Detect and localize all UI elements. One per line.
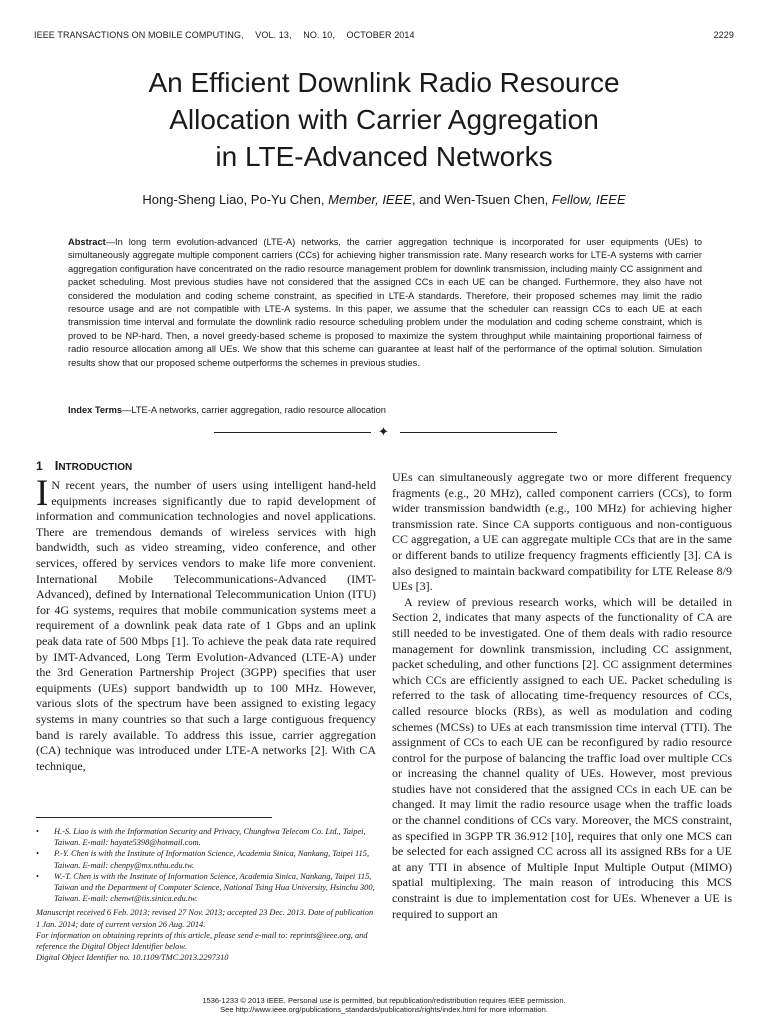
index-terms	[68, 404, 702, 417]
copyright-footer	[34, 996, 734, 1014]
footnote-text: P.-Y. Chen is with the Institute of Information Science, Academia Sinica, Nankang, Taipei 115, Taiwan. E-mail: chenpy@mx.nthu.edu.tw.	[54, 849, 370, 870]
abstract-text: —In long term evolution-advanced (LTE-A) networks, the carrier aggregation technique is incorporated for user equipments (UEs) to simultaneously aggregate multiple component carriers (CCs) for achieving higher transmission rate. Many research works for LTE-A systems with carrier aggregation configuration have concentrated on the radio resource management problem for downlink transmission, including mainly CC assignment and packet scheduling. Most previous studies have not considered that the assigned CCs in each UE can be changed. Furthermore, they also have not considered the modulation and coding scheme constraint, as specified in LTE-A standards. Therefore, their proposed schemes may limit the radio resource usage and are not compatible with LTE-A systems. In this paper, we assume that the scheduler can reassign CCs to each UE at each transmission time interval and formulate the downlink radio resource scheduling problem under the modulation and coding scheme constraint, which is proved to be NP-hard. Then, a novel greedy-based scheme is proposed to maximize the system throughput while maintaining proportional fairness of radio resource allocation among all UEs. We show that this scheme can guarantee at least half of the performance of the optimal solution. Simulation results show that our proposed scheme outperforms the schemes in previous studies.	[68, 237, 702, 368]
journal-volume: VOL. 13,	[255, 30, 292, 40]
bullet-icon: •	[36, 827, 39, 836]
journal-info	[34, 30, 424, 40]
section-separator	[214, 426, 557, 440]
page-number: 2229	[713, 30, 734, 40]
manuscript-dates: Manuscript received 6 Feb. 2013; revised 27 Nov. 2013; accepted 23 Dec. 2013. Date of publication 1 Jan. 2014; date of current version 26 Aug. 2014.	[36, 908, 374, 929]
separator-line-left	[214, 432, 371, 433]
drop-cap: I	[36, 473, 49, 514]
right-column	[392, 470, 732, 922]
abstract	[68, 236, 702, 370]
copyright-line: 1536-1233 © 2013 IEEE. Personal use is permitted, but republication/redistribution requires IEEE permission.	[202, 996, 566, 1005]
running-header	[34, 30, 734, 40]
index-terms-label: Index Terms	[68, 405, 123, 415]
paper-title	[60, 64, 708, 175]
footnote-item	[36, 871, 376, 905]
journal-date: OCTOBER 2014	[346, 30, 415, 40]
section-title-rest: NTRODUCTION	[58, 462, 133, 473]
journal-name: IEEE TRANSACTIONS ON MOBILE COMPUTING,	[34, 30, 244, 40]
author-list	[40, 192, 728, 207]
intro-text: recent years, the number of users using intelligent hand-held equipments increases significantly due to rapid development of information and communication technologies and novel applications. There are tremendous demands of wireless services with high bandwidth, such as video streaming, video conference, and other services, offered by services vendors to make life more convenient. International Mobile Telecommunications-Advanced (IMT-Advanced), defined by International Telecommunication Union (ITU) for 4G systems, requires that mobile communication systems meet a requirement of a downlink peak data rate of 1 Gbps and an uplink peak data rate of 500 Mbps [1]. To achieve the peak data rate required by IMT-Advanced, Long Term Evolution-Advanced (LTE-A) under the 3rd Generation Partnership Project (3GPP) specifies that user equipments (UEs) support bandwidth up to 100 MHz. However, various slots of the spectrum have been assigned to existing legacy systems in many countries so that such a large contiguous frequency band is rarely available. To address this issue, carrier aggregation (CA) technique was introduced under LTE-A networks [2]. With CA technique,	[36, 478, 376, 773]
title-line: An Efficient Downlink Radio Resource	[148, 67, 620, 98]
left-column	[36, 473, 376, 774]
section-heading	[36, 458, 132, 473]
doi: Digital Object Identifier no. 10.1109/TMC.2013.2297310	[36, 953, 229, 963]
body-paragraph: UEs can simultaneously aggregate two or more different frequency fragments (e.g., 20 MHz), called component carriers (CCs), to form wider transmission bandwidth (e.g., 100 MHz) for achieving higher transmission rate. Since CA supports contiguous and non-contiguous CC aggregation, a UE can aggregate multiple CCs that are in the same or different bands to utilize frequency fragments efficiently [3]. CA is also designed to maintain backward compatibility for LTE Release 8/9 UEs [3].	[392, 470, 732, 594]
footnote-item	[36, 848, 376, 870]
author-names-2: , and Wen-Tsuen Chen,	[411, 192, 549, 207]
body-paragraph: A review of previous research works, which will be detailed in Section 2, indicates that many aspects of the functionality of CA are still needed to be investigated. One of them deals with radio resource management for downlink transmission, including CC assignment, packet scheduling, and other functions [2]. CC assignment determines which CCs are efficiently assigned to each UE. Packet scheduling is referred to the task of allocating time-frequency resources of CCs, called resource blocks (RBs), as well as modulation and coding schemes (MCSs) to UEs at each transmission time interval (TTI). The assignment of CCs to each UE can be reconfigured by radio resource control for the purpose of balancing the traffic load over multiple CCs or increasing the channel quality of UEs. However, most previous studies have not considered that the assigned CCs in each UE can be changed. It may limit the radio resource usage when the traffic loads or the channel conditions of CCs vary. Moreover, the MCS constraint, as specified in 3GPP TR 36.912 [10], requires that only one MCS can be selected for each assigned CC across all its assigned RBs for a UE at any TTI in absence of Multiple Input Multiple Output (MIMO) spatial multiplexing. The main reason of introducing this MCS constraint is due to implementation cost for UEs. Whenever a UE is required to support an	[392, 594, 732, 921]
author-names-1: Hong-Sheng Liao, Po-Yu Chen,	[142, 192, 325, 207]
reprints-note: For information on obtaining reprints of this article, please send e-mail to: reprints@ieee.org, and reference the Digital Object Identifier below.	[36, 930, 368, 952]
section-title-initial: I	[54, 458, 59, 473]
intro-paragraph	[36, 473, 376, 774]
bullet-icon: •	[36, 871, 39, 881]
footnote-text: W.-T. Chen is with the Institute of Information Science, Academia Sinica, Nankang, Taipei 115, Taiwan and the Department of Computer Science, National Tsing Hua University, Hsinchu 300, Taiwan. E-mail: chenwt@iis.sinica.edu.tw.	[54, 871, 375, 904]
publication-notes	[36, 907, 376, 963]
rights-url-line: See http://www.ieee.org/publications_standards/publications/rights/index.html for more information.	[220, 1005, 548, 1014]
separator-line-right	[400, 432, 557, 433]
footnote-rule	[36, 817, 272, 818]
journal-number: NO. 10,	[303, 30, 335, 40]
abstract-label: Abstract	[68, 237, 106, 247]
title-line: in LTE-Advanced Networks	[215, 141, 553, 172]
author-role-2: Fellow, IEEE	[551, 192, 626, 207]
lead-in: N	[51, 478, 60, 492]
index-terms-text: —LTE-A networks, carrier aggregation, radio resource allocation	[122, 405, 386, 415]
author-role-1: Member, IEEE	[328, 192, 412, 207]
title-line: Allocation with Carrier Aggregation	[169, 104, 599, 135]
separator-diamond-icon: ✦	[378, 424, 389, 439]
bullet-icon: •	[36, 849, 39, 859]
footnotes	[36, 826, 376, 963]
section-number: 1	[36, 459, 43, 473]
footnote-text: H.-S. Liao is with the Information Security and Privacy, Chunghwa Telecom Co. Ltd., Taipei, Taiwan. E-mail: hayate5398@hotmail.com.	[54, 827, 366, 848]
footnote-item	[36, 826, 376, 848]
